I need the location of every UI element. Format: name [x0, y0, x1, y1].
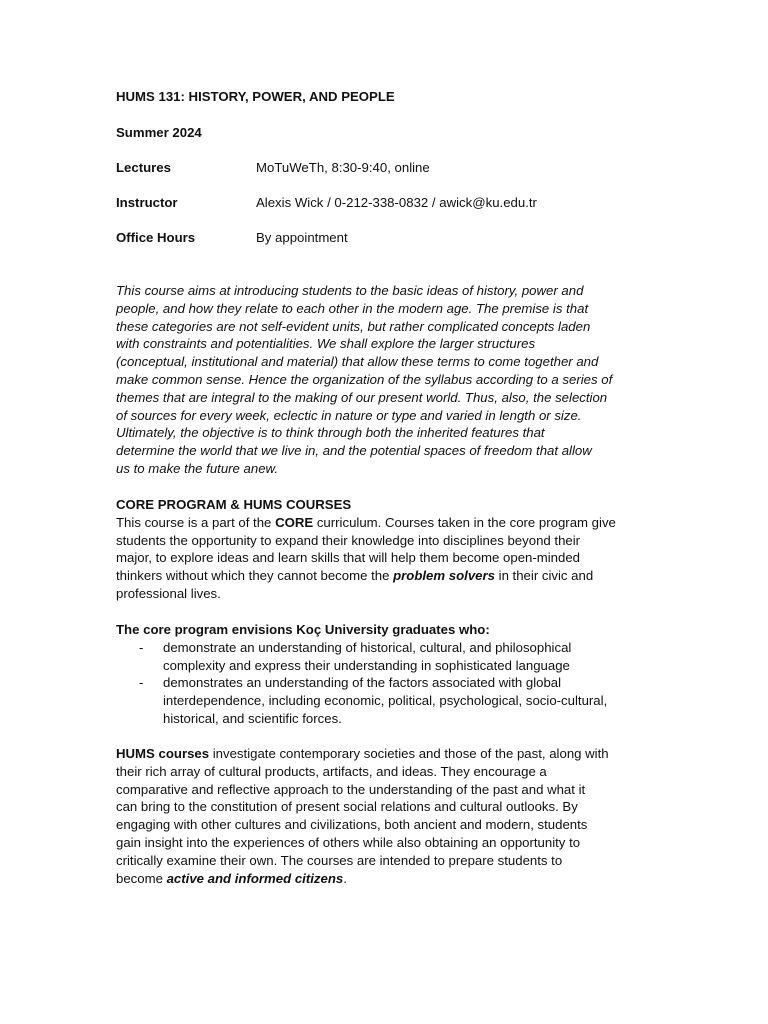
- core-line: [116, 567, 656, 585]
- instructor-label: Instructor: [116, 195, 178, 210]
- course-description: [116, 282, 656, 478]
- list-item-line: historical, and scientific forces.: [163, 710, 342, 726]
- core-line: major, to explore ideas and learn skills that will help them become open-minded: [116, 550, 581, 566]
- hums-line: gain insight into the experiences of others while also obtaining an opportunity to: [116, 834, 581, 850]
- list-item-line: demonstrates an understanding of the factors associated with global: [163, 675, 562, 691]
- description-line: of sources for every week, eclectic in nature or type and varied in length or size.: [116, 407, 582, 423]
- envision-section: [116, 621, 656, 728]
- core-line-text: thinkers without which they cannot become the: [116, 568, 394, 584]
- hums-line: [116, 745, 656, 763]
- core-line: [116, 514, 656, 532]
- hums-line: comparative and reflective approach to the understanding of the past and what it: [116, 781, 586, 797]
- core-line-text: in their civic and: [494, 568, 594, 584]
- core-section-heading: CORE PROGRAM & HUMS COURSES: [116, 497, 352, 512]
- outcomes-list: [116, 639, 656, 728]
- description-line: This course aims at introducing students to the basic ideas of history, power and: [116, 283, 584, 298]
- active-citizens-emphasis: active and informed citizens: [166, 870, 344, 886]
- description-line: determine the world that we live in, and the potential spaces of freedom that allow: [116, 443, 592, 459]
- description-line: these categories are not self-evident units, but rather complicated concepts laden: [116, 318, 591, 334]
- hums-line-text: .: [343, 870, 347, 886]
- course-title: HUMS 131: HISTORY, POWER, AND PEOPLE: [116, 89, 395, 104]
- list-item-line: demonstrate an understanding of historical, cultural, and philosophical: [163, 639, 572, 655]
- core-line: students the opportunity to expand their knowledge into disciplines beyond their: [116, 532, 581, 548]
- description-line: make common sense. Hence the organization of the syllabus according to a series of: [116, 371, 613, 387]
- core-line: professional lives.: [116, 585, 221, 601]
- office-hours-value: By appointment: [256, 230, 348, 245]
- description-line: us to make the future anew.: [116, 460, 279, 476]
- course-term: Summer 2024: [116, 125, 202, 140]
- description-line: with constraints and potentialities. We shall explore the larger structures: [116, 336, 536, 352]
- description-line: Ultimately, the objective is to think through both the inherited features that: [116, 425, 545, 441]
- lectures-value: MoTuWeTh, 8:30-9:40, online: [256, 160, 430, 175]
- hums-line: [116, 870, 656, 888]
- description-line: (conceptual, institutional and material) that allow these terms to come together and: [116, 354, 599, 370]
- instructor-value: Alexis Wick / 0-212-338-0832 / awick@ku.edu.tr: [256, 195, 537, 210]
- description-line: themes that are integral to the making of our present world. Thus, also, the selection: [116, 389, 608, 405]
- list-item-line: complexity and express their understanding in sophisticated language: [163, 657, 570, 673]
- hums-keyword: HUMS courses: [116, 746, 210, 761]
- core-line-text: curriculum. Courses taken in the core program give: [313, 514, 616, 530]
- core-line-text: This course is a part of the: [116, 514, 276, 530]
- core-program-section: [116, 496, 656, 603]
- list-item: [116, 639, 656, 675]
- envision-heading: The core program envisions Koç University graduates who:: [116, 622, 490, 637]
- lectures-label: Lectures: [116, 160, 171, 175]
- office-hours-label: Office Hours: [116, 230, 196, 245]
- hums-line-text: investigate contemporary societies and those of the past, along with: [209, 746, 609, 761]
- dash-bullet: -: [139, 639, 144, 655]
- description-line: people, and how they relate to each other in the modern age. The premise is that: [116, 300, 589, 316]
- hums-line-text: become: [116, 870, 167, 886]
- hums-courses-section: [116, 745, 656, 887]
- dash-bullet: -: [139, 675, 144, 691]
- list-item: [116, 674, 656, 727]
- hums-line: their rich array of cultural products, artifacts, and ideas. They encourage a: [116, 763, 547, 779]
- problem-solvers-emphasis: problem solvers: [393, 568, 495, 584]
- list-item-line: interdependence, including economic, political, psychological, socio-cultural,: [163, 693, 608, 709]
- core-keyword: CORE: [275, 514, 314, 530]
- hums-line: can bring to the constitution of present social relations and cultural outlooks. By: [116, 799, 578, 815]
- hums-line: critically examine their own. The courses are intended to prepare students to: [116, 852, 563, 868]
- hums-line: engaging with other cultures and civilizations, both ancient and modern, students: [116, 817, 588, 833]
